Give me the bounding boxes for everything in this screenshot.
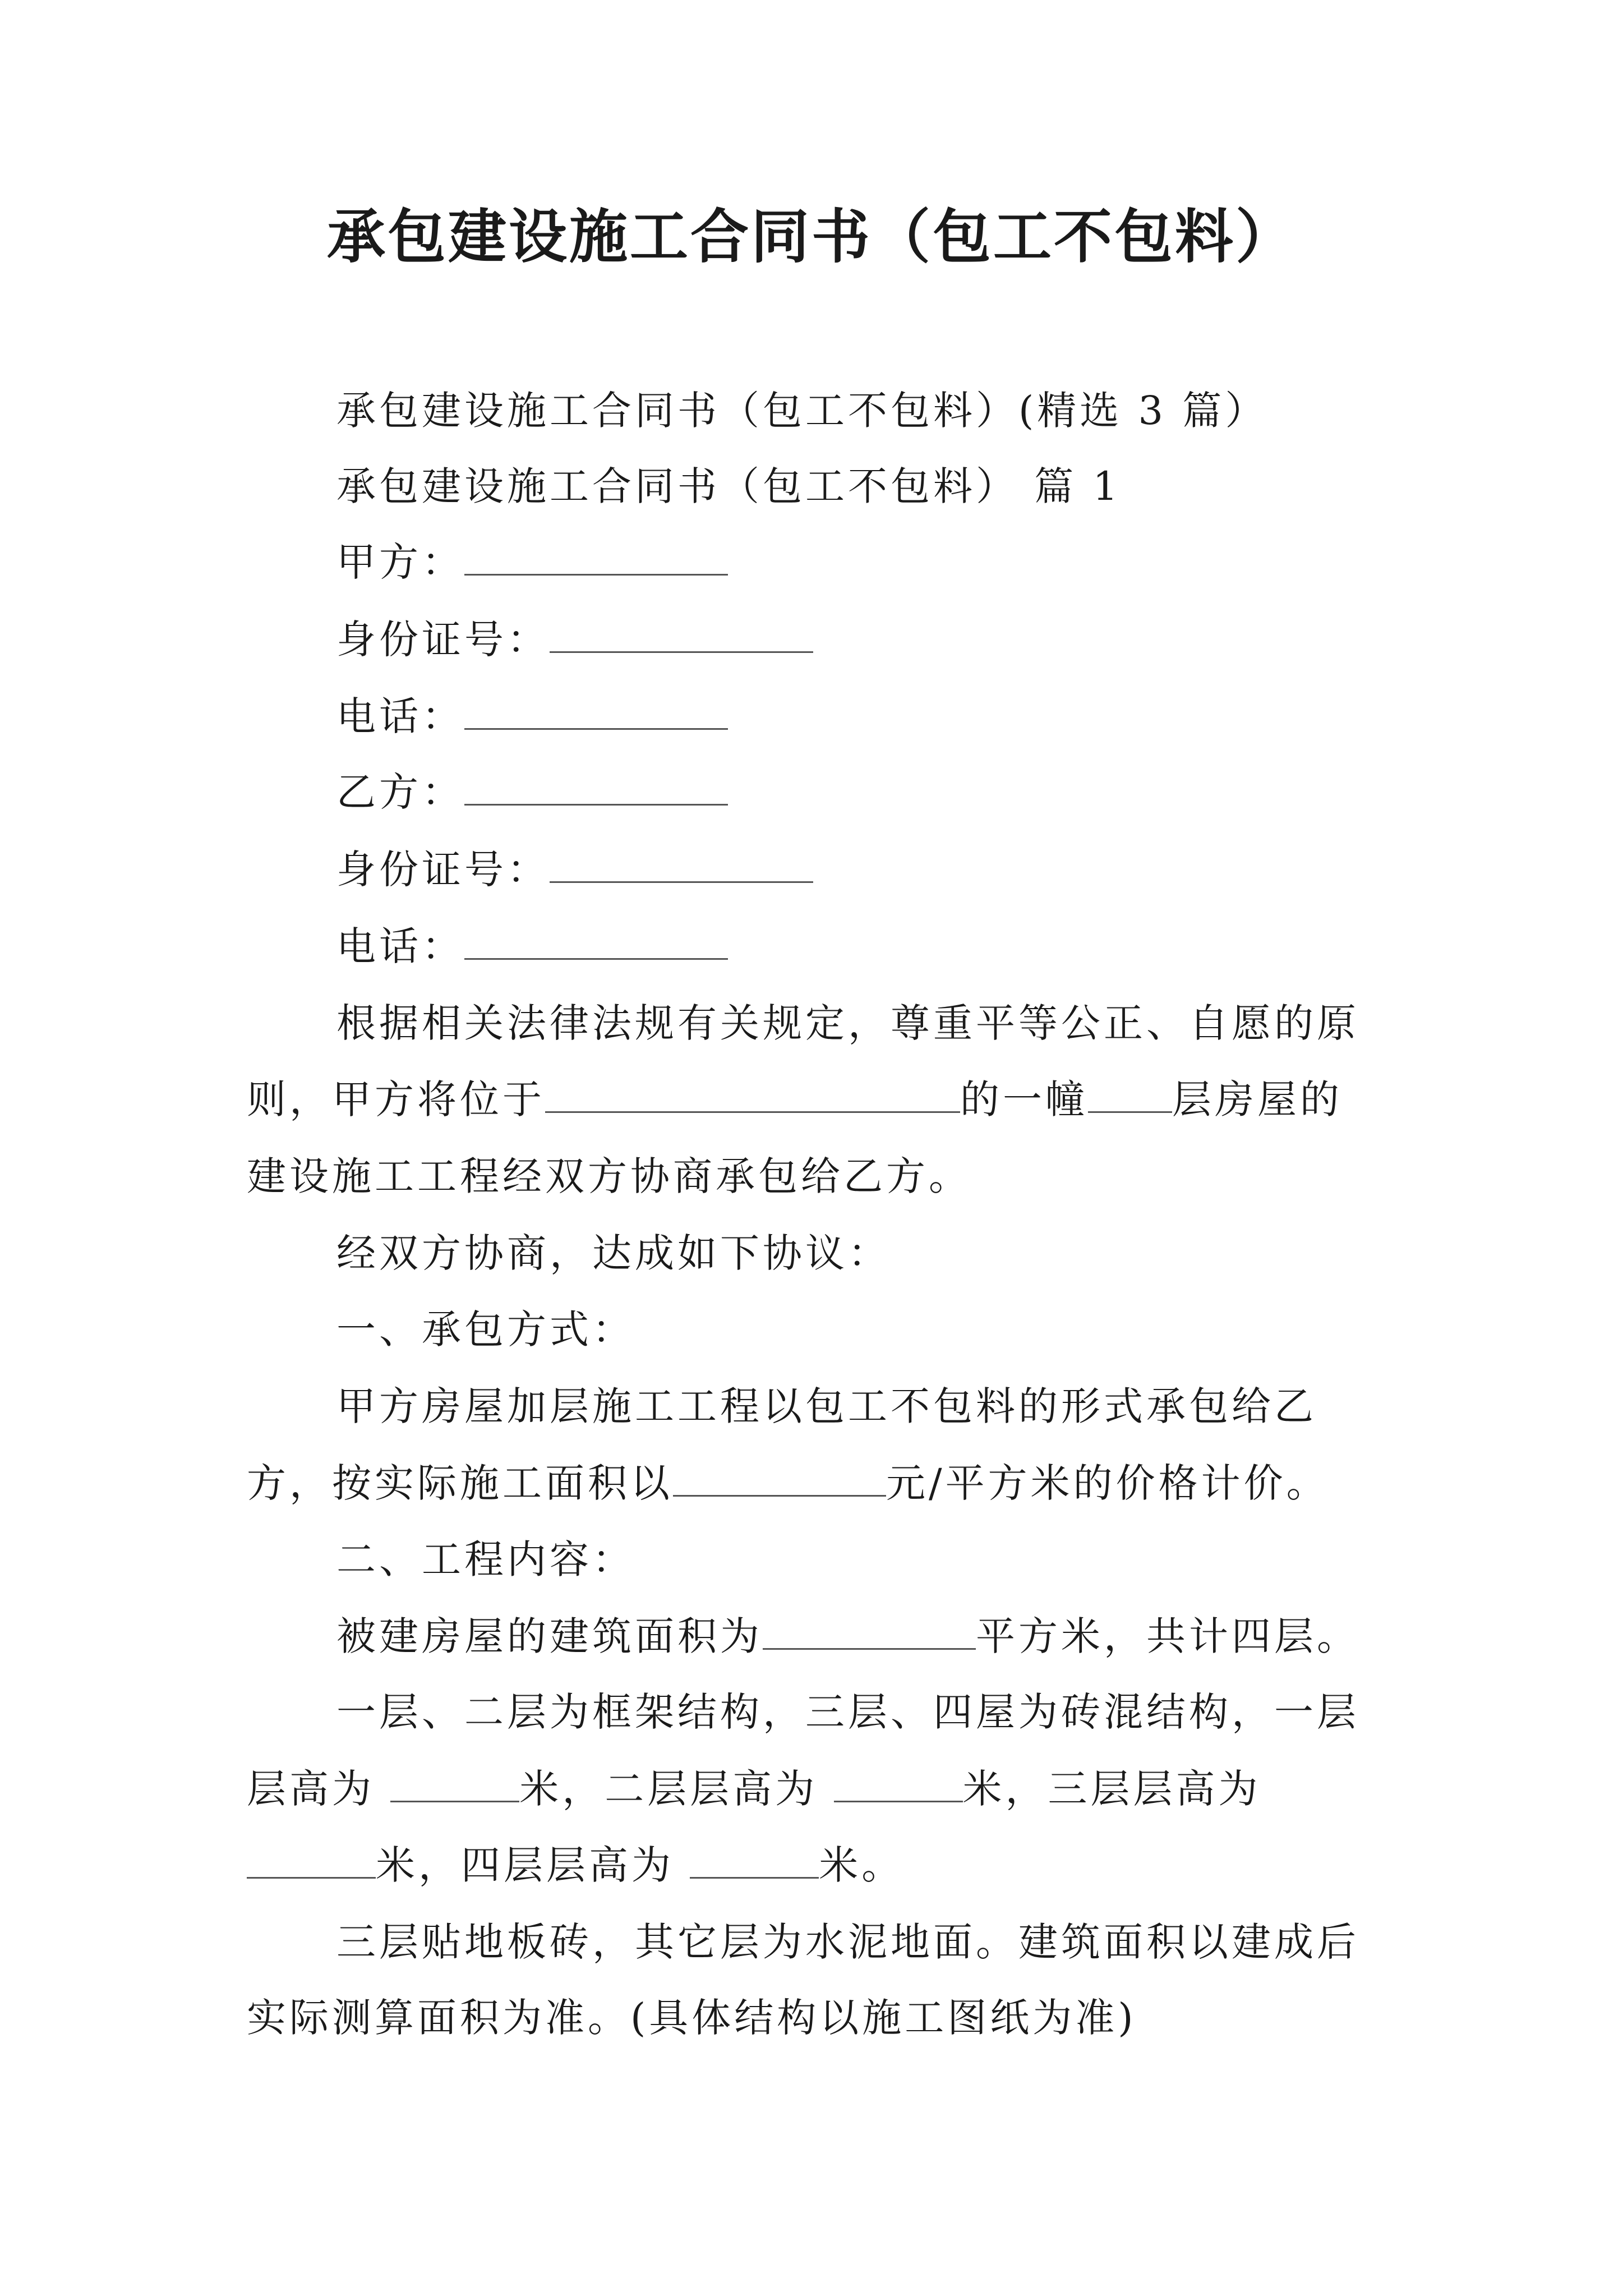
paragraph-6-line-2: [247, 1994, 1137, 2041]
paragraph-2-text: 经双方协商，达成如下协议：: [336, 1230, 891, 1276]
paragraph-1-line-2: [247, 1076, 1343, 1123]
section-1-heading-text: 一、承包方式：: [336, 1306, 635, 1352]
id-a-blank: [550, 618, 813, 653]
location-blank: [545, 1078, 960, 1113]
party-b-label: 乙方：: [336, 769, 464, 815]
party-a-label: 甲方：: [336, 539, 464, 585]
paragraph-1-text-2c: 层房屋的: [1172, 1076, 1343, 1122]
paragraph-5-line-3: [247, 1842, 904, 1889]
id-b-line: [336, 846, 813, 893]
paragraph-5-text-3b: 米。: [819, 1842, 905, 1888]
paragraph-3-text-2b: 元/平方米的价格计价。: [886, 1460, 1329, 1506]
phone-b-label: 电话：: [336, 923, 464, 969]
paragraph-4-line: [336, 1613, 1359, 1660]
section-heading-text: 承包建设施工合同书（包工不包料） 篇 1: [336, 463, 1122, 509]
phone-b-blank: [464, 924, 728, 960]
paragraph-3-line-1: [336, 1383, 1317, 1430]
id-a-label: 身份证号：: [336, 616, 550, 662]
paragraph-5-text-1: 一层、二层为框架结构，三层、四屋为砖混结构，一层: [336, 1689, 1359, 1735]
phone-a-blank: [464, 694, 728, 730]
id-b-blank: [550, 848, 813, 883]
paragraph-1-text-3: 建设施工工程经双方协商承包给乙方。: [247, 1153, 971, 1199]
section-2-heading-text: 二、工程内容：: [336, 1536, 635, 1582]
paragraph-5-text-3a: 米，四层层高为: [376, 1842, 690, 1888]
paragraph-4-text-b: 平方米，共计四层。: [976, 1613, 1359, 1659]
paragraph-3-line-2: [247, 1460, 1329, 1507]
section-heading-line: [336, 463, 1121, 510]
paragraph-2-line: [336, 1230, 891, 1277]
paragraph-3-text-1: 甲方房屋加层施工工程以包工不包料的形式承包给乙: [336, 1383, 1317, 1429]
section-2-heading: [336, 1536, 635, 1583]
paragraph-5-line-2: [247, 1765, 1261, 1812]
paragraph-6-line-1: [336, 1918, 1359, 1966]
paragraph-1-line-3: [247, 1153, 971, 1200]
party-a-line: [336, 539, 728, 586]
paragraph-4-text-a: 被建房屋的建筑面积为: [336, 1613, 763, 1659]
paragraph-5-text-2b: 米，二层层高为: [519, 1766, 834, 1812]
floor-1-height-blank: [390, 1767, 519, 1802]
phone-b-line: [336, 923, 728, 970]
paragraph-1-text-2a: 则，甲方将位于: [247, 1076, 545, 1122]
id-b-label: 身份证号：: [336, 846, 550, 892]
party-b-blank: [464, 770, 728, 806]
section-1-heading: [336, 1306, 635, 1353]
phone-a-line: [336, 693, 728, 740]
paragraph-3-text-2a: 方，按实际施工面积以: [247, 1460, 673, 1506]
document-title: 承包建设施工合同书（包工不包料）: [326, 202, 1296, 271]
floor-2-height-blank: [834, 1767, 963, 1802]
phone-a-label: 电话：: [336, 693, 464, 739]
subtitle-line: [336, 387, 1267, 434]
subtitle-text: 承包建设施工合同书（包工不包料）(精选 3 篇）: [336, 388, 1268, 434]
paragraph-5-text-2a: 层高为: [247, 1766, 391, 1812]
area-blank: [763, 1614, 976, 1650]
floors-blank: [1088, 1078, 1172, 1113]
paragraph-1-text-1: 根据相关法律法规有关规定，尊重平等公正、自愿的原: [336, 1000, 1359, 1046]
paragraph-1-line-1: [336, 1000, 1359, 1047]
party-b-line: [336, 769, 728, 816]
floor-3-height-blank: [247, 1843, 376, 1879]
id-a-line: [336, 616, 813, 663]
paragraph-6-text-2: 实际测算面积为准。(具体结构以施工图纸为准): [247, 1995, 1137, 2041]
paragraph-5-line-1: [336, 1688, 1359, 1736]
party-a-blank: [464, 540, 728, 576]
unit-price-blank: [673, 1461, 886, 1497]
paragraph-6-text-1: 三层贴地板砖，其它层为水泥地面。建筑面积以建成后: [336, 1919, 1359, 1965]
floor-4-height-blank: [690, 1843, 819, 1879]
paragraph-5-text-2c: 米，三层层高为: [962, 1766, 1261, 1812]
paragraph-1-text-2b: 的一幢: [960, 1076, 1088, 1122]
